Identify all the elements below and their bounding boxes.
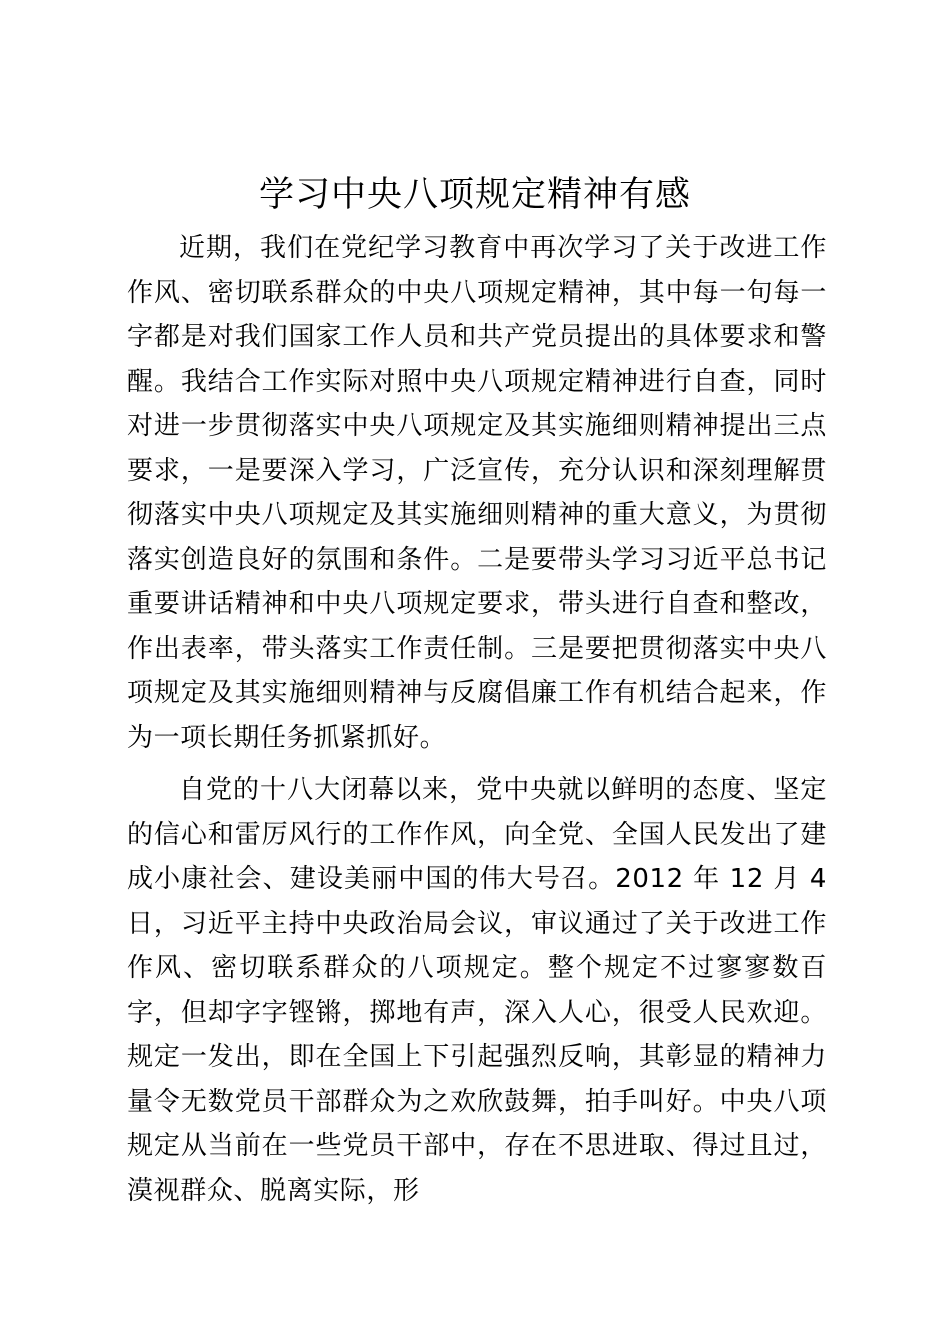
document-title: 学习中央八项规定精神有感 xyxy=(258,175,691,215)
paragraph-1: 近期，我们在党纪学习教育中再次学习了关于改进工作作风、密切联系群众的中央八项规定精神，其中每一句每一字都是对我们国家工作人员和共产党员提出的具体要求和警醒。我结合工作实际对照中央八项规定精神进行自查，同时对进一步贯彻落实中央八项规定及其实施细则精神提出三点要求，一是要深入学习，广泛宣传，充分认识和深刻理解贯彻落实中央八项规定及其实施细则精神的重大意义，为贯彻落实创造良好的氛围和条件。二是要带头学习习近平总书记重要讲话精神和中央八项规定要求，带头进行自查和整改，作出表率，带头落实工作责任制。三是要把贯彻落实中央八项规定及其实施细则精神与反腐倡廉工作有机结合起来，作为一项长期任务抓紧抓好。 xyxy=(127,233,827,753)
paragraph-2: 自党的十八大闭幕以来，党中央就以鲜明的态度、坚定的信心和雷厉风行的工作作风，向全党、全国人民发出了建成小康社会、建设美丽中国的伟大号召。2012 年 12 月 4 日，习近平主持中央政治局会议，审议通过了关于改进工作作风、密切联系群众的八项规定。整个规定不过寥寥数百字，但却字字铿锵，掷地有声，深入人心，很受人民欢迎。规定一发出，即在全国上下引起强烈反响，其彰显的精神力量令无数党员干部群众为之欢欣鼓舞，拍手叫好。中央八项规定从当前在一些党员干部中，存在不思进取、得过且过，漠视群众、脱离实际，形 xyxy=(127,775,827,1206)
document-body xyxy=(127,226,827,1221)
